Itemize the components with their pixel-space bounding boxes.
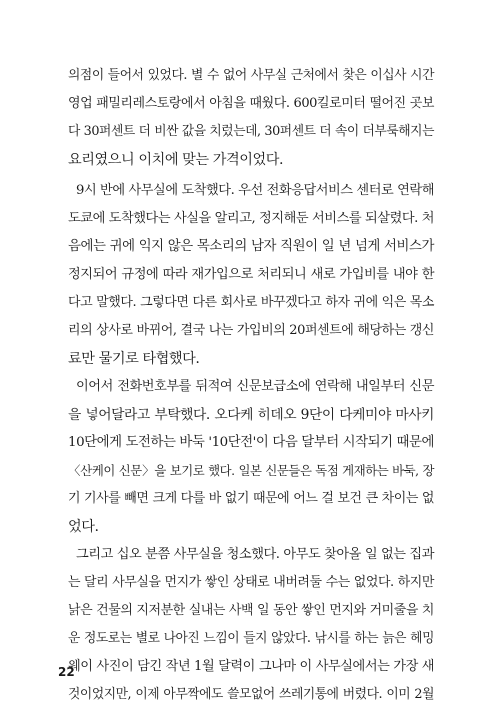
- text-line: 그리고 십오 분쯤 사무실을 청소했다. 아무도 찾아올 일 없는 집과: [76, 547, 434, 562]
- text-line: 요리였으니 이치에 맞는 가격이었다.: [68, 152, 284, 168]
- text-line: 다 30퍼센트 더 비싼 값을 치렀는데, 30퍼센트 더 속이 더부룩해지는: [68, 124, 434, 139]
- text-line: 영업 패밀리레스토랑에서 아침을 때웠다. 600킬로미터 떨어진 곳보: [68, 96, 434, 111]
- text-line: 이어서 전화번호부를 뒤적여 신문보급소에 연락해 내일부터 신문: [76, 379, 434, 394]
- page-number: 22: [58, 665, 75, 679]
- text-line: 다고 말했다. 그렇다면 다른 회사로 바꾸겠다고 하자 귀에 익은 목소: [68, 295, 434, 310]
- text-line: 기 기사를 빼면 크게 다를 바 없기 때문에 어느 걸 보건 큰 차이는 없: [68, 491, 434, 506]
- text-line: 〈산케이 신문〉을 보기로 했다. 일본 신문들은 독점 게재하는 바둑, 장: [68, 463, 434, 478]
- text-line: 음에는 귀에 익지 않은 목소리의 남자 직원이 일 년 넘게 서비스가: [68, 239, 434, 254]
- paragraph-2: [68, 177, 434, 373]
- paragraph-3: [68, 373, 434, 541]
- text-line: 낡은 건물의 지저분한 실내는 사백 일 동안 쌓인 먼지와 거미줄을 치: [68, 603, 434, 618]
- text-line: 리의 상사로 바뀌어, 결국 나는 가입비의 20퍼센트에 해당하는 갱신: [68, 323, 434, 338]
- text-line: 10단에게 도전하는 바둑 '10단전'이 다음 달부터 시작되기 때문에: [68, 435, 434, 450]
- text-line: 도쿄에 도착했다는 사실을 알리고, 정지해둔 서비스를 되살렸다. 처: [68, 211, 434, 226]
- text-line: 는 달리 사무실을 먼지가 쌓인 상태로 내버려둘 수는 없었다. 하지만: [68, 575, 434, 590]
- paragraph-1: [68, 62, 434, 174]
- text-line: 었다.: [68, 519, 99, 535]
- body-text: [68, 62, 434, 709]
- paragraph-4: [68, 541, 434, 709]
- text-line: 운 정도로는 별로 나아진 느낌이 들지 않았다. 낚시를 하는 늙은 헤밍: [68, 631, 434, 646]
- text-line: 것이었지만, 이제 아무짝에도 쓸모없어 쓰레기통에 버렸다. 이미 2월: [68, 687, 434, 702]
- text-line: 9시 반에 사무실에 도착했다. 우선 전화응답서비스 센터로 연락해: [76, 183, 434, 198]
- text-line: 의점이 들어서 있었다. 별 수 없어 사무실 근처에서 찾은 이십사 시간: [68, 68, 434, 83]
- text-line: 을 넣어달라고 부탁했다. 오다케 히데오 9단이 다케미야 마사키: [68, 407, 434, 423]
- text-line: 료만 물기로 타협했다.: [68, 351, 200, 367]
- text-line: 정지되어 규정에 따라 재가입으로 처리되니 새로 가입비를 내야 한: [68, 267, 434, 282]
- text-line: 웨이 사진이 담긴 작년 1월 달력이 그나마 이 사무실에서는 가장 새: [68, 659, 434, 674]
